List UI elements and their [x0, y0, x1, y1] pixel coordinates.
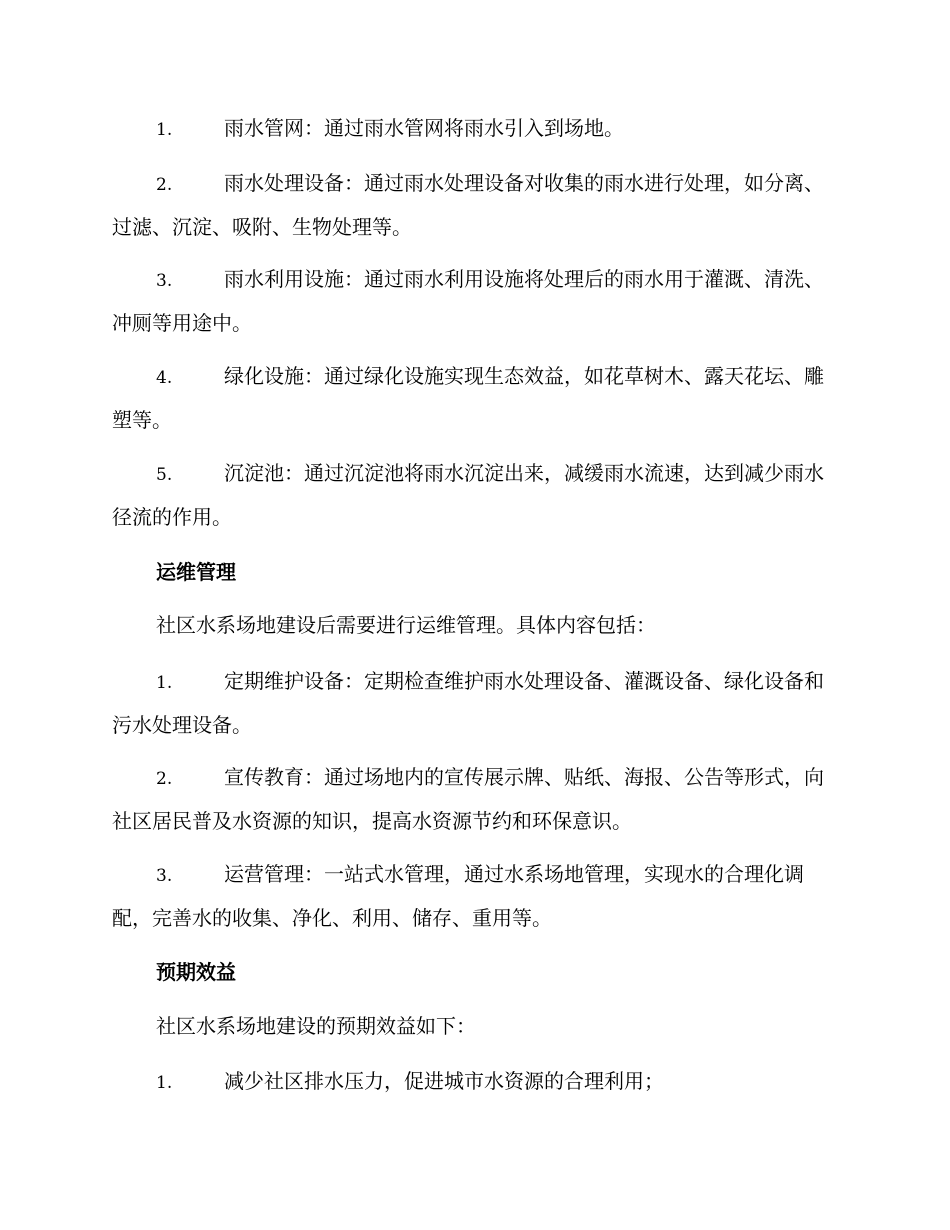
- list-item: [112, 162, 834, 248]
- list-number: 1.: [156, 1073, 173, 1093]
- list-item: [112, 452, 834, 538]
- list-item: [112, 1060, 834, 1104]
- list-item: [112, 756, 834, 842]
- list-number: 5.: [156, 465, 173, 485]
- list-text: 运营管理：一站式水管理，通过水系场地管理，实现水的合理化调配，完善水的收集、净化、利用、储存、重用等。: [112, 862, 804, 930]
- list-number: 1.: [156, 120, 173, 140]
- list-number: 2.: [156, 769, 173, 789]
- list-text: 沉淀池：通过沉淀池将雨水沉淀出来，减缓雨水流速，达到减少雨水径流的作用。: [112, 461, 824, 529]
- list-text: 绿化设施：通过绿化设施实现生态效益，如花草树木、露天花坛、雕塑等。: [112, 364, 824, 432]
- list-number: 3.: [156, 866, 173, 886]
- list-text: 雨水利用设施：通过雨水利用设施将处理后的雨水用于灌溉、清洗、冲厕等用途中。: [112, 267, 824, 335]
- section-intro: 社区水系场地建设的预期效益如下：: [156, 1014, 476, 1038]
- list-text: 宣传教育：通过场地内的宣传展示牌、贴纸、海报、公告等形式，向社区居民普及水资源的知识，提高水资源节约和环保意识。: [112, 765, 824, 833]
- list-number: 3.: [156, 271, 173, 291]
- section-heading: 运维管理: [156, 560, 236, 584]
- list-text: 定期维护设备：定期检查维护雨水处理设备、灌溉设备、绿化设备和污水处理设备。: [112, 669, 824, 737]
- list-item: [112, 258, 834, 344]
- list-text: 减少社区排水压力，促进城市水资源的合理利用；: [224, 1069, 664, 1093]
- list-number: 4.: [156, 368, 173, 388]
- section-intro: 社区水系场地建设后需要进行运维管理。具体内容包括：: [156, 613, 656, 637]
- list-number: 2.: [156, 175, 173, 195]
- list-text: 雨水处理设备：通过雨水处理设备对收集的雨水进行处理，如分离、过滤、沉淀、吸附、生物处理等。: [112, 171, 824, 239]
- section-heading: 预期效益: [156, 960, 236, 984]
- list-item: [112, 355, 834, 441]
- list-text: 雨水管网：通过雨水管网将雨水引入到场地。: [224, 116, 624, 140]
- list-item: [112, 853, 834, 939]
- list-item: [112, 107, 834, 151]
- list-item: [112, 660, 834, 746]
- list-number: 1.: [156, 673, 173, 693]
